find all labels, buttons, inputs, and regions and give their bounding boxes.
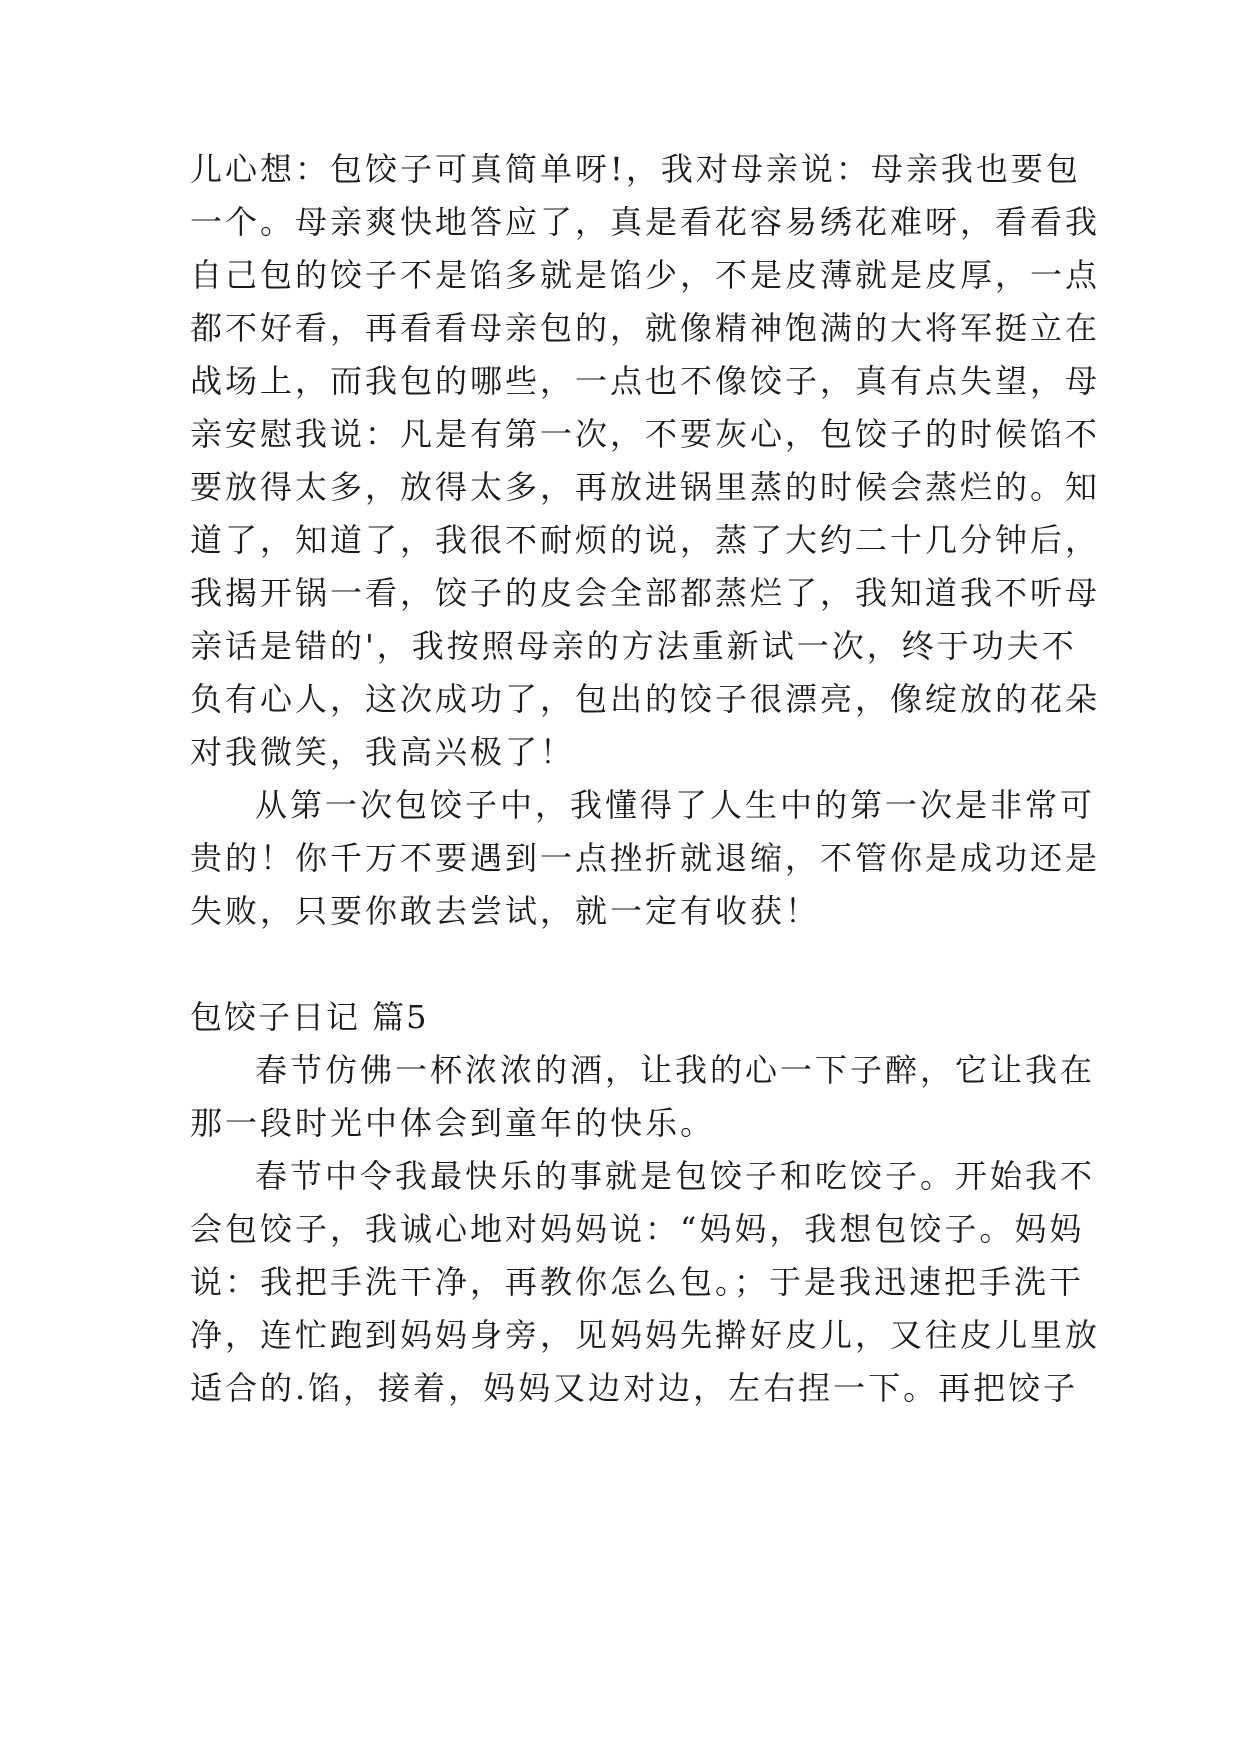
paragraph-line: 要放得太多，放得太多，再放进锅里蒸的时候会蒸烂的。知 xyxy=(190,468,1101,506)
paragraph-line: 一个。母亲爽快地答应了，真是看花容易绣花难呀，看看我 xyxy=(190,203,1101,241)
paragraph-line: 负有心人，这次成功了，包出的饺子很漂亮，像绽放的花朵 xyxy=(190,680,1101,718)
paragraph-line: 失败，只要你敢去尝试，就一定有收获！ xyxy=(190,892,821,930)
paragraph-line: 会包饺子，我诚心地对妈妈说：“妈妈，我想包饺子。妈妈 xyxy=(190,1210,1085,1248)
paragraph-line: 儿心想：包饺子可真简单呀!，我对母亲说：母亲我也要包 xyxy=(190,150,1081,188)
paragraph-line: 春节中令我最快乐的事就是包饺子和吃饺子。开始我不 xyxy=(255,1157,1096,1195)
paragraph-line: 那一段时光中体会到童年的快乐。 xyxy=(190,1104,716,1142)
paragraph-line: 对我微笑，我高兴极了！ xyxy=(190,733,576,771)
paragraph-line: 自己包的饺子不是馅多就是馅少，不是皮薄就是皮厚，一点 xyxy=(190,256,1101,294)
paragraph-line: 净，连忙跑到妈妈身旁，见妈妈先擀好皮儿，又往皮儿里放 xyxy=(190,1316,1101,1354)
paragraph-line: 从第一次包饺子中，我懂得了人生中的第一次是非常可 xyxy=(255,786,1096,824)
paragraph-line: 说：我把手洗干净，再教你怎么包。；于是我迅速把手洗干 xyxy=(190,1263,1085,1301)
paragraph-line: 适合的.馅，接着，妈妈又边对边，左右捏一下。再把饺子 xyxy=(190,1369,1079,1407)
paragraph-line: 亲安慰我说：凡是有第一次，不要灰心，包饺子的时候馅不 xyxy=(190,415,1101,453)
paragraph-line: 道了，知道了，我很不耐烦的说，蒸了大约二十几分钟后， xyxy=(190,521,1101,559)
paragraph-line: 都不好看，再看看母亲包的，就像精神饱满的大将军挺立在 xyxy=(190,309,1101,347)
paragraph-line: 亲话是错的'，我按照母亲的方法重新试一次，终于功夫不 xyxy=(190,627,1077,665)
paragraph-line: 战场上，而我包的哪些，一点也不像饺子，真有点失望，母 xyxy=(190,362,1101,400)
paragraph-line: 贵的！你千万不要遇到一点挫折就退缩，不管你是成功还是 xyxy=(190,839,1101,877)
paragraph-line: 我揭开锅一看，饺子的皮会全部都蒸烂了，我知道我不听母 xyxy=(190,574,1101,612)
paragraph-line: 春节仿佛一杯浓浓的酒，让我的心一下子醉，它让我在 xyxy=(255,1051,1096,1089)
section-heading: 包饺子日记 篇5 xyxy=(190,998,429,1036)
